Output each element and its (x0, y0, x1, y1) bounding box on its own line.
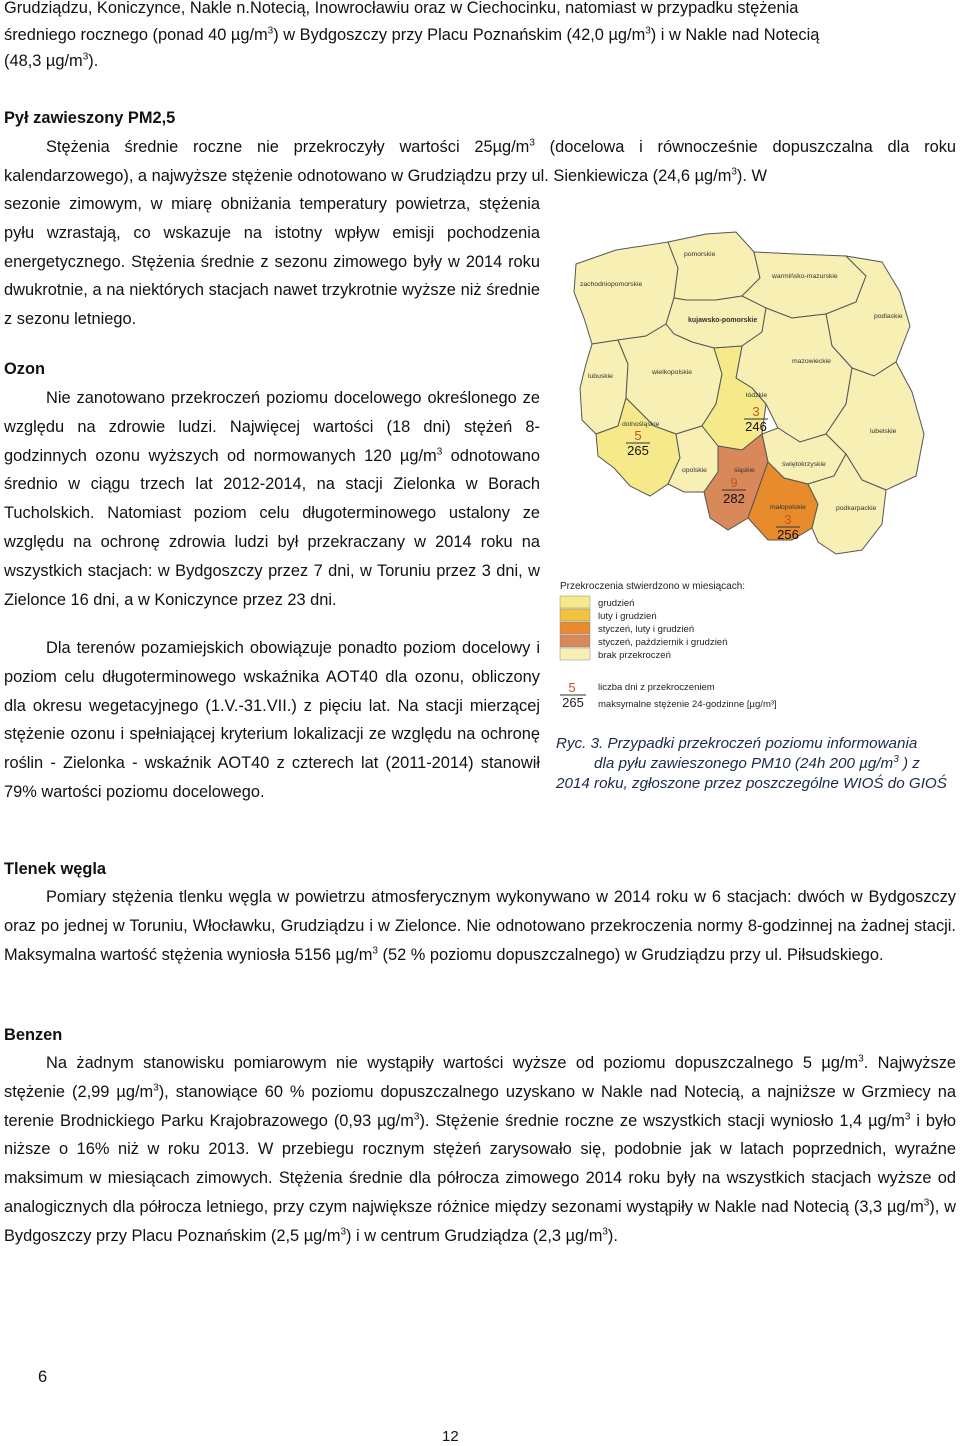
page-number: 6 (38, 1368, 48, 1386)
intro-line-1: Grudziądzu, Koniczynce, Nakle n.Notecią, Inowrocławiu oraz w Ciechocinku, natomiast w przypadku stężenia (4, 0, 799, 17)
exceedance-map-figure (556, 228, 960, 728)
benzen-paragraph: Na żadnym stanowisku pomiarowym nie wystąpiły wartości wyższe od poziomu dopuszczalnego 5 $\mu g/m^3$. Najwyższe stężenie (2,99 $\mu g/m^3$), stanowiące 60 % poziomu dopuszczalnego uzyskano w Nakle nad Notecią, a najniższe w Grzmiecy na terenie Brodnickiego Parku Krajobrazowego (0,93 $\mu g/m^3$). Stężenie średnie roczne ze wszystkich stacji wyniosło 1,4 $\mu g/m^3$ i było niższe o 16% niż w roku 2013. W przebiegu rocznym stężeń zarysowało się, podobnie jak w latach poprzednich, wyraźne maksimum w miesiącach zimowych. Stężenia średnie dla półrocza zimowego 2014 roku były na wszystkich stacjach wyższe od analogicznych dla półrocza letniego, przy czym największe różnice między sezonami wystąpiły w Nakle nad Notecią (3,3 $\mu g/m^3$), w Bydgoszczy przy Placu Poznańskim (2,5 $\mu g/m^3$) i w centrum Grudziądza (2,3 $\mu g/m^3$). (4, 1053, 957, 1245)
value-malopolskie-days: 3 (784, 512, 792, 527)
value-lodzkie-days: 3 (752, 404, 760, 419)
benzen-heading: Benzen (4, 1026, 63, 1044)
label-opolskie: opolskie (682, 467, 707, 474)
label-pomorskie: pomorskie (684, 251, 716, 258)
label-mazowieckie: mazowieckie (792, 358, 831, 365)
value-slaskie-days: 9 (730, 475, 738, 490)
legend-item-4: styczeń, październik i grudzień (598, 637, 728, 648)
value-dolnoslaskie-max: 265 (627, 443, 649, 458)
legend-item-5: brak przekroczeń (598, 650, 671, 661)
pm25-heading: Pył zawieszony PM2,5 (4, 109, 176, 127)
legend-item-3: styczeń, luty i grudzień (598, 624, 695, 635)
label-kujawsko: kujawsko-pomorskie (688, 317, 758, 324)
label-lubuskie: lubuskie (588, 373, 613, 380)
label-warminsko: warmińsko-mazurskie (772, 273, 838, 280)
ozon-heading: Ozon (4, 360, 45, 378)
value-malopolskie-max: 256 (777, 527, 799, 542)
legend-example-days-label: liczba dni z przekroczeniem (598, 682, 715, 693)
legend-example-max-label: maksymalne stężenie 24-godzinne [µg/m³] (598, 699, 777, 710)
tlenek-paragraph: Pomiary stężenia tlenku węgla w powietrzu atmosferycznym wykonywano w 2014 roku w 6 stacjach: dwóch w Bydgoszczy oraz po jednej w Toruniu, Włocławku, Grudziądzu i w Zielonce. Nie odnotowano przekroczenia normy 8-godzinnej na żadnej stacji. Maksymalna wartość stężenia wyniosła 5156 $\mu g/m^3$ (52 % poziomu dopuszczalnego) w Grudziądzu przy ul. Piłsudskiego. (4, 888, 956, 964)
pm25-paragraph-2: sezonie zimowym, w miarę obniżania temperatury powietrza, stężenia pyłu wzrastają, co wskazuje na istotny wpływ emisji pochodzenia energetycznego. Stężenia średnie z sezonu zimowego były w 2014 roku dwukrotnie, a na niektórych stacjach nawet trzykrotnie wyższe niż średnie z sezonu letniego. (4, 195, 540, 329)
value-slaskie-max: 282 (723, 491, 745, 506)
poland-voivodeship-map (556, 228, 960, 728)
label-lubelskie: lubelskie (870, 428, 897, 435)
label-malopolskie: małopolskie (770, 504, 806, 511)
tlenek-heading: Tlenek węgla (4, 860, 107, 878)
value-dolnoslaskie-days: 5 (634, 428, 642, 443)
label-swietokrzyskie: świętokrzyskie (782, 461, 826, 468)
intro-line-3: (48,3 $\mu g/m^3$). (4, 51, 99, 70)
ozon-paragraph-2: Dla terenów pozamiejskich obowiązuje ponadto poziom docelowy i poziom celu długoterminowego wskaźnika AOT40 dla ozonu, obliczony dla okresu wegetacyjnego (1.V.-31.VII.) z pięciu lat. Na stacji mierzącej stężenie ozonu i spełniającej kryterium lokalizacji ze względu na ochronę roślin - Zielonka - wskaźnik AOT40 z czterech lat (2011-2014) stanowił 79% wartości poziomu docelowego. (4, 639, 540, 801)
legend-item-2: luty i grudzień (598, 611, 657, 622)
map-legend (560, 581, 777, 710)
footer-page-number: 12 (442, 1428, 459, 1445)
legend-example-max: 265 (562, 695, 584, 710)
label-zachodniopomorskie: zachodniopomorskie (580, 281, 643, 288)
legend-item-1: grudzień (598, 598, 635, 609)
figure-caption: Ryc. 3. Przypadki przekroczeń poziomu informowania dla pyłu zawieszonego PM10 (24h 200 $\mu g/m^3$ ) z 2014 roku, zgłoszone przez poszczególne WIOŚ do GIOŚ (556, 735, 947, 792)
pm25-paragraph-1: Stężenia średnie roczne nie przekroczyły wartości $25\mu g/m^3$ (docelowa i równocześnie dopuszczalna dla roku kalendarzowego), a najwyższe stężenie odnotowano w Grudziądzu przy ul. Sienkiewicza (24,6 $\mu g/m^3$). W (4, 137, 956, 185)
region-pomorskie (668, 232, 760, 300)
label-podlaskie: podlaskie (874, 313, 903, 320)
ozon-paragraph-1: Nie zanotowano przekroczeń poziomu docelowego określonego ze względu na zdrowie ludzi. Najwięcej wartości (18 dni) stężeń 8-godzinnych ozonu wyższych od normowanych 120 $\mu g/m^3$ odnotowano średnio w ciągu trzech lat 2012-2014, na stacji Zielonka w Borach Tucholskich. Natomiast poziom celu długoterminowego ustalony ze względu na ochronę zdrowia ludzi był przekraczany w 2014 roku na wszystkich stacjach: w Bydgoszczy przez 7 dni, w Toruniu przez 3 dni, w Zielonce 16 dni, a w Koniczynce przez 23 dni. (4, 389, 540, 609)
intro-line-2: średniego rocznego (ponad 40 $\mu g/m^3$) w Bydgoszczy przy Placu Poznańskim (42,0 $\mu g/m^3$) i w Nakle nad Notecią (4, 25, 820, 44)
legend-example-days: 5 (568, 680, 576, 695)
label-podkarpackie: podkarpackie (836, 505, 877, 512)
label-dolnoslaskie: dolnośląskie (622, 421, 660, 428)
label-slaskie: śląskie (734, 467, 755, 474)
value-lodzkie-max: 246 (745, 419, 767, 434)
label-wielkopolskie: wielkopolskie (652, 369, 693, 376)
label-lodzkie: łódzkie (746, 392, 768, 399)
legend-title: Przekroczenia stwierdzono w miesiącach: (560, 581, 746, 592)
